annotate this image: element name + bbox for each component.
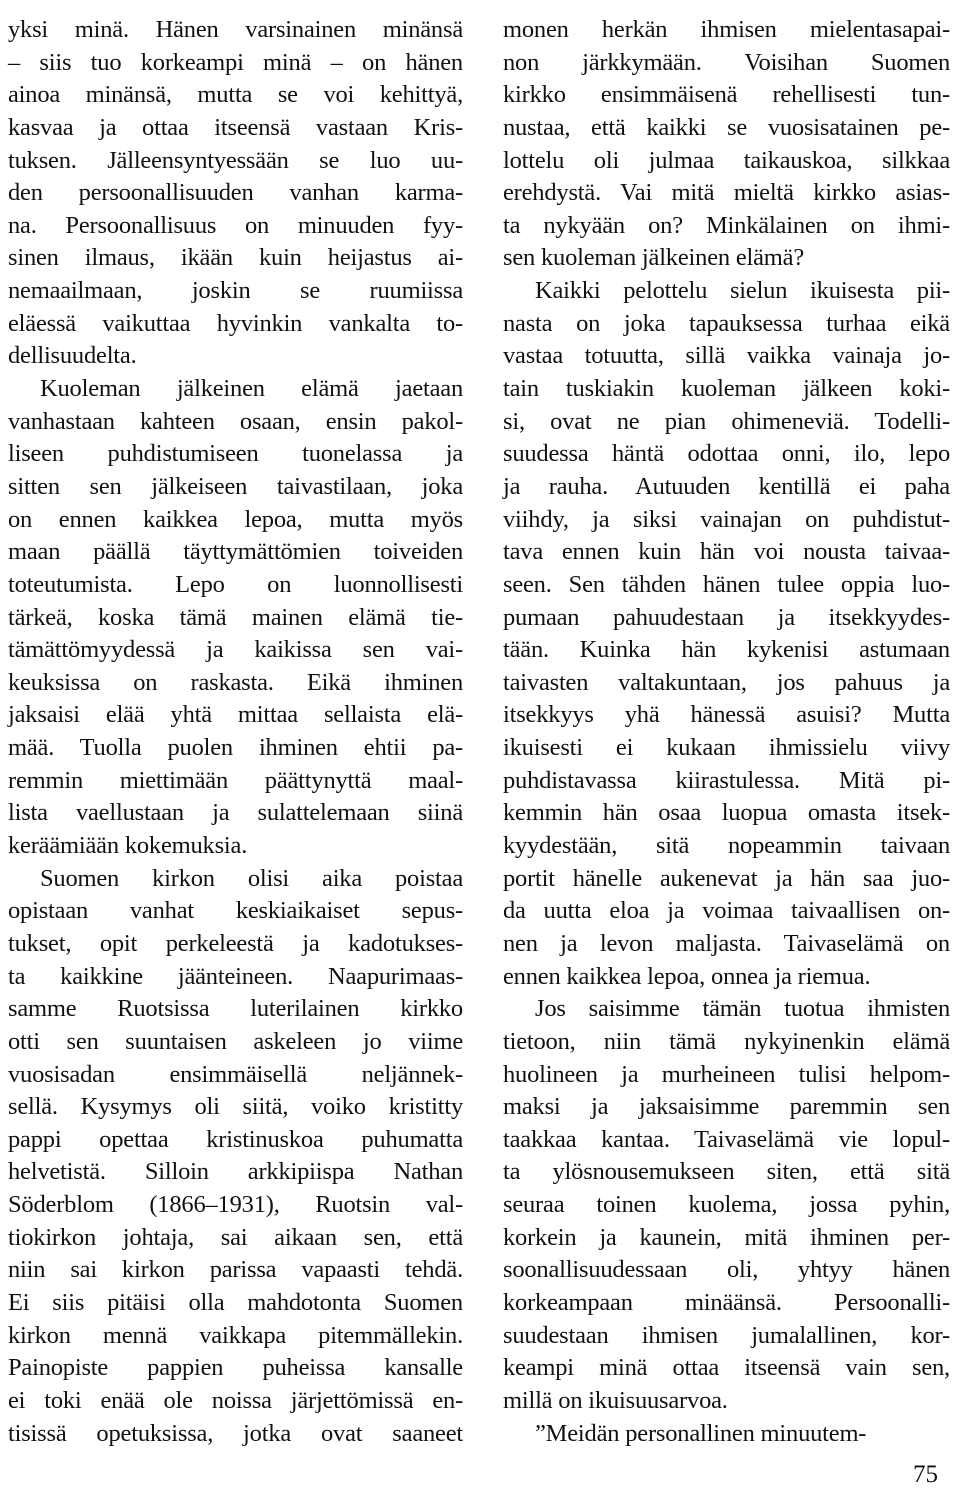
text-line: den persoonallisuuden vanhan karma- [8,179,463,207]
text-line: liseen puhdistumiseen tuonelassa ja [8,440,463,468]
text-line: mää. Tuolla puolen ihminen ehtii pa- [8,734,463,762]
text-line: keräämiään kokemuksia. [8,832,248,860]
text-line: ta nykyään on? Minkälainen on ihmi- [503,211,950,239]
text-line: tukset, opit perkeleestä ja kadotukses- [8,929,463,957]
text-line: opistaan vanhat keskiaikaiset sepus- [8,897,463,925]
text-line: ja rauha. Autuuden kentillä ei paha [503,472,950,500]
text-line: ta kaikkine jäänteineen. Naapurimaas- [8,962,463,990]
text-line: nemaailmaan, joskin se ruumiissa [8,277,463,305]
text-line: samme Ruotsissa luterilainen kirkko [8,995,463,1023]
text-line: on ennen kaikkea lepoa, mutta myös [8,505,463,533]
text-line: soonallisuudessaan oli, yhtyy hänen [503,1256,950,1284]
text-line: monen herkän ihmisen mielentasapai- [503,16,950,43]
text-line: tään. Kuinka hän kykenisi astumaan [503,636,950,664]
text-line: kirkko ensimmäisenä rehellisesti tun- [503,81,950,109]
text-line: lista vaellustaan ja sulattelemaan siinä [8,799,463,827]
text-line: lottelu oli julmaa taikauskoa, silkkaa [503,146,950,174]
text-line: nustaa, että kaikki se vuosisatainen pe- [503,113,950,141]
text-line: yksi minä. Hänen varsinainen minänsä [8,16,463,43]
text-line: itsekkyys yhä hänessä asuisi? Mutta [503,701,950,729]
text-line: Suomen kirkon olisi aika poistaa [40,864,463,892]
text-line: kirkon mennä vaikkapa pitemmällekin. [8,1321,463,1349]
text-line: portit hänelle aukenevat ja hän saa juo- [503,864,950,892]
text-line: maan päällä täyttymättömien toiveiden [8,538,463,566]
text-line: korkein ja kaunein, mitä ihminen per- [503,1223,950,1251]
text-line: maksi ja jaksaisimme paremmin sen [503,1093,950,1121]
text-line: sinen ilmaus, ikään kuin heijastus ai- [8,244,463,272]
text-line: Kuoleman jälkeinen elämä jaetaan [40,375,463,403]
text-line: seen. Sen tähden hänen tulee oppia luo- [503,570,950,598]
text-line: sen kuoleman jälkeinen elämä? [503,244,805,272]
text-line: pumaan pahuudestaan ja itsekkyydes- [503,603,950,631]
text-line: tiokirkon johtaja, sai aikaan sen, että [8,1223,463,1251]
text-line: Kaikki pelottelu sielun ikuisesta pii- [535,277,950,305]
text-line: pappi opettaa kristinuskoa puhumatta [8,1125,463,1153]
text-line: Painopiste pappien puheissa kansalle [8,1354,463,1382]
text-line: helvetistä. Silloin arkkipiispa Nathan [8,1158,463,1186]
text-line: korkeampaan minäänsä. Persoonalli- [503,1288,950,1316]
text-line: vanhastaan kahteen osaan, ensin pakol- [8,407,463,435]
text-line: sitten sen jälkeiseen taivastilaan, joka [8,472,463,500]
text-line: erehdystä. Vai mitä mieltä kirkko asias- [503,179,950,207]
right-column [503,14,950,1450]
text-line: taivasten valtakuntaan, jos pahuus ja [503,668,950,696]
text-line: dellisuudelta. [8,342,137,370]
text-line: ainoa minänsä, mutta se voi kehittyä, [8,81,463,109]
text-line: millä on ikuisuusarvoa. [503,1386,728,1414]
text-line: kemmin hän osaa luopua omasta itsek- [503,799,950,827]
text-line: niin sai kirkon parissa vapaasti tehdä. [8,1256,463,1284]
left-column [8,14,463,1450]
text-line: jaksaisi elää yhtä mittaa sellaista elä- [8,701,463,729]
text-line: vuosisadan ensimmäisellä neljännek- [8,1060,463,1088]
text-line: tain tuskiakin kuoleman jälkeen koki- [503,375,950,403]
text-line: tava ennen kuin hän voi nousta taivaa- [503,538,950,566]
text-line: Ei siis pitäisi olla mahdotonta Suomen [8,1288,463,1316]
text-line: remmin miettimään päättynyttä maal- [8,766,463,794]
text-line: tuksen. Jälleensyntyessään se luo uu- [8,146,463,174]
text-line: sellä. Kysymys oli siitä, voiko kristitty [8,1093,463,1121]
text-line: si, ovat ne pian ohimeneviä. Todelli- [503,407,950,435]
text-line: nen ja levon maljasta. Taivaselämä on [503,929,950,957]
text-line: tämättömyydessä ja kaikissa sen vai- [8,636,463,664]
text-line: ikuisesti ei kukaan ihmissielu viivy [503,734,950,762]
text-line: huolineen ja murheineen tulisi helpom- [503,1060,950,1088]
text-line: tisissä opetuksissa, jotka ovat saaneet [8,1419,463,1447]
text-line: nasta on joka tapauksessa turhaa eikä [503,309,950,337]
text-line: kasvaa ja ottaa itseensä vastaan Kris- [8,113,463,141]
text-line: eläessä vaikuttaa hyvinkin vankalta to- [8,309,463,337]
text-line: otti sen suuntaisen askeleen jo viime [8,1027,463,1055]
text-line: puhdistavassa kiirastulessa. Mitä pi- [503,766,950,794]
text-line: kyydestään, sitä nopeammin taivaan [503,832,950,860]
page-number: 75 [913,1461,938,1488]
text-line: Jos saisimme tämän tuotua ihmisten [535,995,950,1023]
text-line: na. Persoonallisuus on minuuden fyy- [8,211,463,239]
text-line: ei toki enää ole noissa järjettömissä en- [8,1386,463,1414]
text-line: – siis tuo korkeampi minä – on hänen [8,48,463,76]
text-line: tärkeä, koska tämä mainen elämä tie- [8,603,463,631]
text-line: vastaa totuutta, sillä vaikka vainaja jo- [503,342,950,370]
text-line: suudestaan ihmisen jumalallinen, kor- [503,1321,950,1349]
text-line: taakkaa kantaa. Taivaselämä vie lopul- [503,1125,950,1153]
text-line: ”Meidän personallinen minuutem- [535,1419,867,1447]
text-line: suudessa häntä odottaa onni, ilo, lepo [503,440,950,468]
text-line: keampi minä ottaa itseensä vain sen, [503,1354,950,1382]
text-line: tietoon, niin tämä nykyinenkin elämä [503,1027,950,1055]
text-line: viihdy, ja siksi vainajan on puhdistut- [503,505,950,533]
text-line: seuraa toinen kuolema, jossa pyhin, [503,1191,950,1219]
text-line: Söderblom (1866–1931), Ruotsin val- [8,1191,463,1219]
text-line: ennen kaikkea lepoa, onnea ja riemua. [503,962,871,990]
text-line: toteutumista. Lepo on luonnollisesti [8,570,463,598]
text-line: da uutta eloa ja voimaa taivaallisen on- [503,897,950,925]
text-line: non järkkymään. Voisihan Suomen [503,48,950,76]
text-line: ta ylösnousemukseen siten, että sitä [503,1158,950,1186]
text-line: keuksissa on raskasta. Eikä ihminen [8,668,463,696]
